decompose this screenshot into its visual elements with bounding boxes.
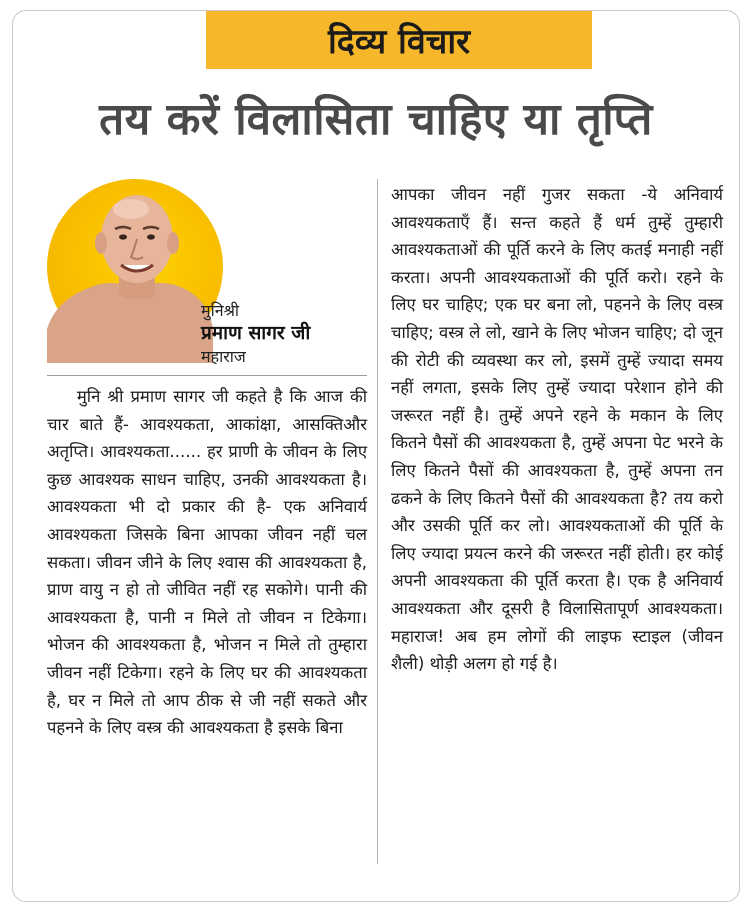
article-column-right: आपका जीवन नहीं गुजर सकता -ये अनिवार्य आवश्यकताएँ हैं। सन्त कहते हैं धर्म तुम्हें तुम्हारी आवश्यकताओं की पूर्ति करने के लिए कतई मनाही नहीं करता। अपनी आवश्यकताओं की पूर्ति करो। रहने के लिए घर चाहिए; एक घर बना लो, पहनने के लिए वस्त्र चाहिए; वस्त्र ले लो, खाने के लिए भोजन चाहिए; दो जून की रोटी की व्यवस्था कर लो, इसमें तुम्हें ज्यादा समय नहीं लगता, इसके लिए तुम्हें ज्यादा परेशान होने की जरूरत नहीं है। तुम्हें अपने रहने के मकान के लिए कितने पैसों की आवश्यकता है, तुम्हें अपना पेट भरने के लिए कितने पैसों की आवश्यकता है, तुम्हें अपना तन ढकने के लिए कितने पैसों की आवश्यकता है? तय करो और उसकी पूर्ति कर लो। आवश्यकताओं की पूर्ति के लिए ज्यादा प्रयत्न करने की जरूरत नहीं होती। हर कोई अपनी आवश्यकता की पूर्ति करता है। एक है अनिवार्य आवश्यकता और दूसरी है विलासितापूर्ण आवश्यकता। महाराज! अब हम लोगों की लाइफ स्टाइल (जीवन शैली) थोड़ी अलग हो गई है। xyxy=(391,185,723,674)
author-prefix: मुनिश्री xyxy=(201,301,240,320)
article-headline: तय करें विलासिता चाहिए या तृप्ति xyxy=(99,94,653,145)
newspaper-clipping xyxy=(12,10,740,902)
author-byline xyxy=(201,299,310,368)
article-column-left: मुनि श्री प्रमाण सागर जी कहते है कि आज की चार बाते हैं- आवश्यकता, आकांक्षा, आसक्तिऔर अतृप्ति। आवश्यकता...... हर प्राणी के जीवन के लिए कुछ आवश्यक साधन चाहिए, उनकी आवश्यकता है। आवश्यकता भी दो प्रकार की है- एक अनिवार्य आवश्यकता जिसके बिना आपका जीवन नहीं चल सकता। जीवन जीने के लिए श्वास की आवश्यकता है, प्राण वायु न हो तो जीवित नहीं रह सकोगे। पानी की आवश्यकता है, पानी न मिले तो जीवन न टिकेगा। भोजन की आवश्यकता है, भोजन न मिले तो तुम्हारा जीवन नहीं टिकेगा। रहने के लिए घर की आवश्यकता है, घर न मिले तो आप ठीक से जी नहीं सकते और पहनने के लिए वस्त्र की आवश्यकता है इसके बिना xyxy=(47,387,367,738)
section-title: दिव्य विचार xyxy=(327,22,471,62)
author-name: प्रमाण सागर जी xyxy=(201,322,311,344)
byline-divider xyxy=(47,375,367,376)
column-divider xyxy=(377,179,378,864)
author-suffix: महाराज xyxy=(201,347,246,366)
section-banner xyxy=(206,11,592,69)
